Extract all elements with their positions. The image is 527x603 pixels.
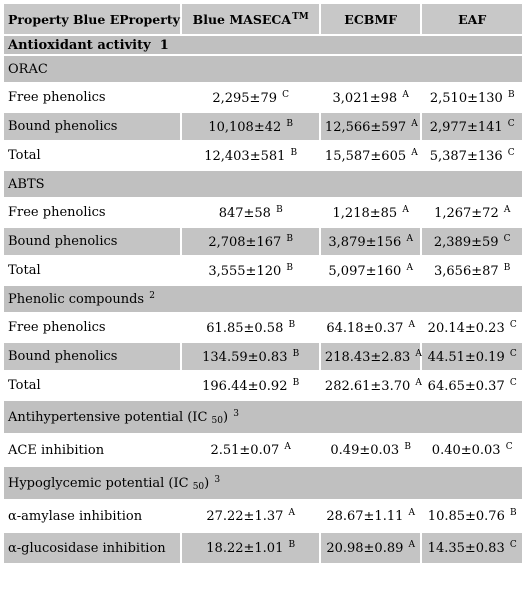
significance-letter: C [509, 540, 517, 550]
header-ecbmf: ECBMF [321, 4, 421, 34]
cell-value: 5,097±160 [328, 263, 402, 279]
significance-letter: A [406, 233, 413, 244]
significance-letter: A [408, 540, 416, 550]
significance-letter: A [411, 147, 418, 158]
cell-value: 2,510±130 [429, 90, 503, 106]
value-cell [321, 199, 421, 226]
significance-letter: A [288, 508, 296, 518]
significance-letter: C [505, 442, 513, 452]
cell-value: 64.65±0.37 [427, 378, 505, 394]
cell-value: 14.35±0.83 [427, 541, 505, 556]
group-hypo-sub: 50 [192, 481, 205, 492]
group-antihyp-sup: 3 [233, 408, 239, 419]
significance-letter: C [503, 233, 511, 244]
row-label: Free phenolics [4, 314, 180, 341]
significance-letter: B [286, 262, 294, 273]
section-antioxidant-num: 1 [159, 37, 169, 53]
header-tm: TM [292, 11, 309, 22]
cell-value: 1,267±72 [434, 205, 499, 221]
value-cell [182, 501, 318, 531]
significance-letter: C [509, 377, 517, 388]
value-cell [422, 343, 522, 370]
significance-letter: A [406, 262, 413, 273]
significance-letter: B [286, 233, 294, 244]
significance-letter: B [288, 540, 296, 550]
cell-value: 847±58 [218, 205, 271, 221]
value-cell [182, 435, 318, 465]
table-row [4, 228, 522, 255]
value-cell [321, 84, 421, 111]
value-cell [182, 372, 318, 399]
group-hypo-close: ) [204, 475, 210, 491]
significance-letter: C [509, 319, 517, 330]
table-row [4, 343, 522, 370]
significance-letter: C [509, 348, 517, 359]
section-antioxidant-text: Antioxidant activity [8, 37, 151, 53]
cell-value: 134.59±0.83 [202, 349, 288, 365]
significance-letter: A [503, 204, 511, 215]
table-row [4, 501, 522, 531]
value-cell [321, 142, 421, 169]
row-label: Bound phenolics [4, 343, 180, 370]
significance-letter: B [292, 348, 300, 359]
value-cell [321, 257, 421, 284]
value-cell [422, 84, 522, 111]
cell-value: 15,587±605 [324, 148, 407, 164]
group-antihyp-sub: 50 [211, 415, 223, 426]
cell-value: 218.43±2.83 [324, 349, 411, 365]
value-cell [422, 372, 522, 399]
table-row [4, 142, 522, 169]
group-phenolic-title [4, 286, 522, 312]
significance-letter: A [408, 319, 416, 330]
value-cell [182, 199, 318, 226]
significance-letter: B [286, 118, 294, 129]
row-label: Free phenolics [4, 84, 180, 111]
value-cell [321, 533, 421, 563]
cell-value: 28.67±1.11 [326, 509, 404, 524]
value-cell [422, 113, 522, 140]
group-orac [4, 56, 522, 82]
row-label: Bound phenolics [4, 228, 180, 255]
significance-letter: B [404, 442, 411, 452]
row-label: Total [4, 372, 180, 399]
value-cell [182, 113, 318, 140]
cell-value: 10.85±0.76 [427, 509, 505, 524]
group-antihyp-text: Antihypertensive potential (IC [8, 409, 208, 425]
table-row [4, 199, 522, 226]
value-cell [321, 113, 421, 140]
cell-value: 64.18±0.37 [326, 320, 404, 336]
significance-letter: A [408, 508, 416, 518]
significance-letter: B [503, 262, 511, 273]
cell-value: 2,295±79 [212, 90, 277, 106]
value-cell [182, 314, 318, 341]
row-label: Bound phenolics [4, 113, 180, 140]
cell-value: 282.61±3.70 [324, 378, 411, 394]
value-cell [422, 257, 522, 284]
cell-value: 44.51±0.19 [427, 349, 505, 365]
group-abts [4, 171, 522, 197]
table-row [4, 84, 522, 111]
group-hypo-title [4, 467, 522, 499]
value-cell [182, 142, 318, 169]
row-label: α-glucosidase inhibition [4, 533, 180, 563]
header-eaf: EAF [422, 4, 522, 34]
group-hypo-text: Hypoglycemic potential (IC [8, 475, 189, 491]
antihyp-rows [4, 435, 522, 465]
cell-value: 3,879±156 [328, 234, 402, 250]
cell-value: 2,977±141 [429, 119, 503, 135]
group-hypo-sup: 3 [214, 474, 221, 485]
significance-letter: A [402, 89, 409, 100]
value-cell [321, 435, 421, 465]
value-cell [182, 343, 318, 370]
significance-letter: A [402, 204, 409, 215]
significance-letter: B [510, 508, 517, 518]
value-cell [182, 533, 318, 563]
table-row [4, 314, 522, 341]
significance-letter: B [276, 204, 283, 215]
group-orac-title: ORAC [4, 56, 522, 82]
value-cell [422, 142, 522, 169]
cell-value: 1,218±85 [332, 205, 398, 221]
value-cell [321, 343, 421, 370]
significance-letter: A [415, 348, 422, 359]
value-cell [321, 228, 421, 255]
table-row [4, 372, 522, 399]
phenolic-rows [4, 314, 522, 399]
row-label: Total [4, 142, 180, 169]
table-row [4, 113, 522, 140]
value-cell [422, 501, 522, 531]
row-label: α-amylase inhibition [4, 501, 180, 531]
abts-rows [4, 199, 522, 284]
cell-value: 0.40±0.03 [431, 443, 501, 458]
group-antihyp [4, 401, 522, 433]
data-table [2, 2, 524, 565]
row-label: Total [4, 257, 180, 284]
significance-letter: B [292, 377, 300, 388]
hypo-rows [4, 501, 522, 563]
value-cell [321, 314, 421, 341]
value-cell [321, 372, 421, 399]
orac-rows [4, 84, 522, 169]
significance-letter: C [282, 89, 290, 100]
group-phenolic [4, 286, 522, 312]
significance-letter: A [415, 377, 422, 388]
cell-value: 20.98±0.89 [326, 541, 404, 556]
header-blue-maseca-label: Blue MASECA [192, 11, 292, 27]
value-cell [422, 228, 522, 255]
significance-letter: A [284, 442, 291, 452]
cell-value: 0.49±0.03 [330, 443, 400, 458]
significance-letter: A [411, 118, 418, 129]
cell-value: 12,566±597 [324, 119, 407, 135]
significance-letter: C [507, 118, 515, 129]
section-antioxidant-label [4, 36, 522, 54]
section-antioxidant [4, 36, 522, 54]
value-cell [422, 199, 522, 226]
row-label: Free phenolics [4, 199, 180, 226]
cell-value: 3,555±120 [208, 263, 282, 279]
value-cell [321, 501, 421, 531]
value-cell [182, 228, 318, 255]
header-blue-maseca [182, 4, 318, 34]
cell-value: 61.85±0.58 [206, 320, 284, 336]
value-cell [182, 257, 318, 284]
value-cell [422, 533, 522, 563]
cell-value: 2,389±59 [433, 234, 499, 250]
cell-value: 2.51±0.07 [210, 443, 280, 458]
table-row [4, 533, 522, 563]
header-row [4, 4, 522, 34]
significance-letter: C [507, 147, 515, 158]
cell-value: 10,108±42 [208, 119, 282, 135]
significance-letter: B [290, 147, 298, 158]
group-phenolic-sup: 2 [149, 291, 155, 301]
cell-value: 20.14±0.23 [427, 320, 505, 336]
row-label: ACE inhibition [4, 435, 180, 465]
cell-value: 3,021±98 [332, 90, 398, 106]
group-abts-title: ABTS [4, 171, 522, 197]
cell-value: 196.44±0.92 [202, 378, 288, 394]
group-phenolic-text: Phenolic compounds [8, 292, 145, 307]
table-row [4, 435, 522, 465]
cell-value: 18.22±1.01 [206, 541, 284, 556]
cell-value: 12,403±581 [204, 148, 286, 164]
group-antihyp-title [4, 401, 522, 433]
cell-value: 5,387±136 [429, 148, 503, 164]
value-cell [422, 435, 522, 465]
value-cell [422, 314, 522, 341]
value-cell [182, 84, 318, 111]
cell-value: 3,656±87 [434, 263, 499, 279]
header-property: Property Blue EProperty [4, 4, 180, 34]
table-row [4, 257, 522, 284]
significance-letter: B [507, 89, 515, 100]
cell-value: 2,708±167 [208, 234, 282, 250]
cell-value: 27.22±1.37 [206, 509, 284, 524]
group-hypo [4, 467, 522, 499]
group-antihyp-close: ) [223, 409, 229, 425]
significance-letter: B [288, 319, 296, 330]
